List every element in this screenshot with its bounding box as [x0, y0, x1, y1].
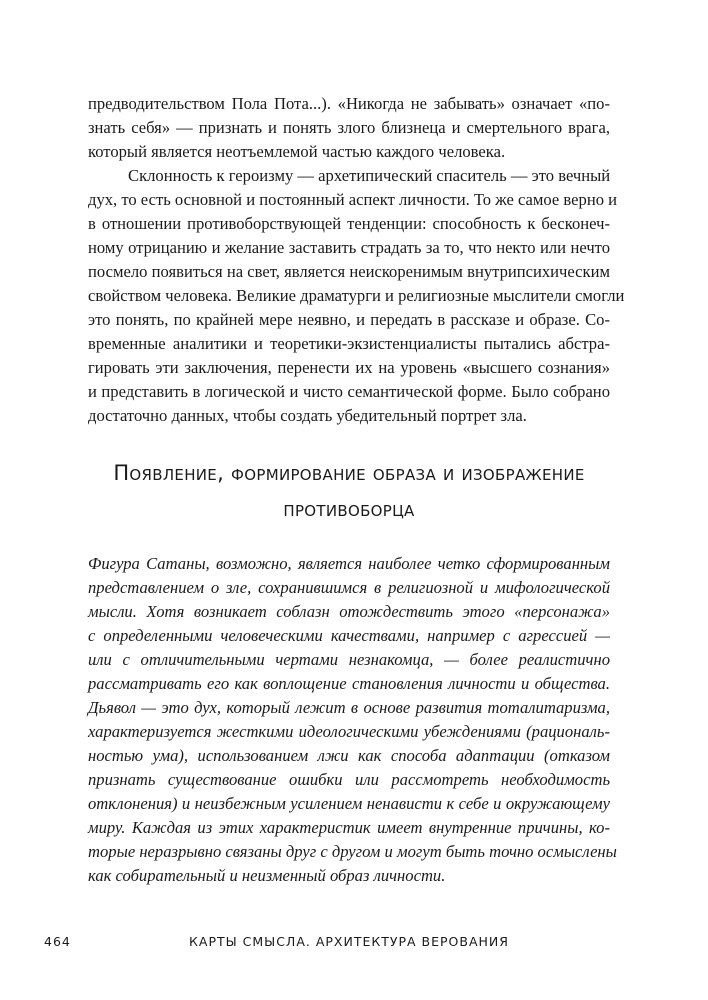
text-line: свойством человека. Великие драматурги и религиозные мыслители смогли — [88, 286, 625, 305]
text-line: отклонения) и неизбежным усилением ненависти к себе и окружающему — [88, 794, 610, 813]
text-line: Склонность к героизму — архетипический спаситель — это вечный — [128, 166, 611, 185]
text-line: с определенными человеческими качествами, например с агрессией — — [88, 626, 610, 645]
text-line: мысли. Хотя возникает соблазн отождествить этого «персонажа» — [88, 602, 610, 621]
text-line: и представить в логической и чисто семантической форме. Было собрано — [88, 382, 610, 401]
text-line: характеризуется жесткими идеологическими убеждениями (рациональ- — [88, 722, 610, 741]
text-line: предводительством Пола Пота...). «Никогда не забывать» означает «по- — [88, 94, 610, 113]
text-line: знать себя» — признать и понять злого близнеца и смертельного врага, — [88, 118, 610, 137]
text-line: рассматривать его как воплощение становления личности и общества. — [88, 674, 610, 693]
text-line: который является неотъемлемой частью каждого человека. — [88, 142, 506, 161]
text-line: посмело появиться на свет, является неискоренимым внутрипсихическим — [88, 262, 610, 281]
text-line: ностью ума), использованием лжи как способа адаптации (отказом — [88, 746, 610, 765]
section-heading-line: Появление, формирование образа и изображение — [113, 461, 585, 485]
text-line: Фигура Сатаны, возможно, является наиболее четко сформированным — [88, 554, 610, 573]
text-line: гировать эти заключения, перенести их на уровень «высшего сознания» — [88, 358, 610, 377]
text-line: дух, то есть основной и постоянный аспект личности. То же самое верно и — [88, 190, 618, 209]
text-line: Дьявол — это дух, который лежит в основе развития тоталитаризма, — [88, 698, 610, 717]
text-line: в отношении противоборствующей тенденции: способность к бесконеч- — [88, 214, 610, 233]
section-heading-line: противоборца — [283, 497, 415, 521]
text-line: достаточно данных, чтобы создать убедительный портрет зла. — [88, 406, 527, 425]
page-number: 464 — [44, 934, 71, 949]
text-line: ному отрицанию и желание заставить страдать за то, что некто или нечто — [88, 238, 610, 257]
text-line: это понять, по крайней мере неявно, и передать в рассказе и образе. Со- — [88, 310, 610, 329]
text-line: представлением о зле, сохранившимся в религиозной и мифологической — [88, 578, 610, 597]
text-line: признать существование ошибки или рассмотреть необходимость — [88, 770, 610, 789]
text-line: как собирательный и неизменный образ личности. — [88, 866, 446, 885]
text-line: временные аналитики и теоретики-экзистенциалисты пытались абстра- — [88, 334, 610, 353]
text-line: миру. Каждая из этих характеристик имеет внутренние причины, ко- — [88, 818, 610, 837]
text-line: или с отличительными чертами незнакомца, — более реалистично — [88, 650, 610, 669]
text-line: торые неразрывно связаны друг с другом и могут быть точно осмыслены — [88, 842, 617, 861]
running-title: КАРТЫ СМЫСЛА. АРХИТЕКТУРА ВЕРОВАНИЯ — [189, 934, 509, 949]
